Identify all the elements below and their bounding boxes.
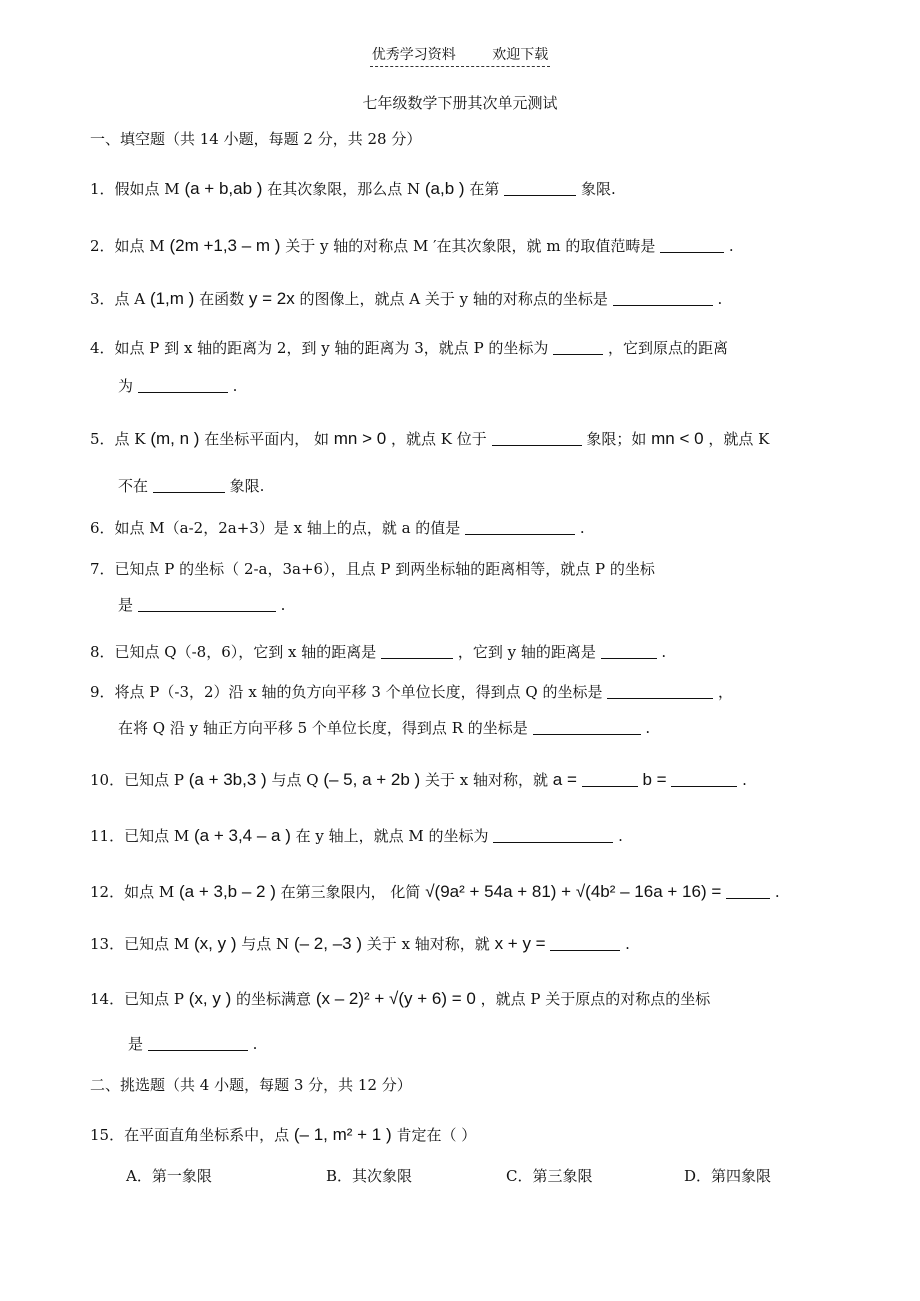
answer-blank[interactable] [671, 772, 737, 787]
section-1-heading: 一、填空题（共 14 小题，每题 2 分，共 28 分） [90, 130, 422, 148]
question-8: 8．已知点 Q（-8，6），它到 x 轴的距离是 ，它到 y 轴的距离是 . [90, 643, 667, 661]
answer-blank[interactable] [138, 597, 276, 612]
answer-blank[interactable] [493, 828, 613, 843]
math-expression: (a + 3,4 – a ) [194, 826, 291, 845]
question-5: 5．点 K (m, n ) 在坐标平面内， 如 mn > 0 ，就点 K 位于 象限；如 mn < 0 ，就点 K [90, 429, 770, 448]
math-expression: mn < 0 [651, 429, 704, 448]
answer-blank[interactable] [381, 644, 453, 659]
question-4: 4．如点 P 到 x 轴的距离为 2，到 y 轴的距离为 3，就点 P 的坐标为 ，它到原点的距离 [90, 339, 729, 357]
question-3: 3．点 A (1,m ) 在函数 y = 2x 的图像上，就点 A 关于 y 轴的对称点的坐标是 . [90, 289, 723, 308]
answer-blank[interactable] [492, 431, 582, 446]
question-11: 11．已知点 M (a + 3,4 – a ) 在 y 轴上，就点 M 的坐标为 . [90, 826, 623, 845]
header-left: 优秀学习资料 [371, 47, 456, 63]
math-expression: (1,m ) [149, 289, 195, 308]
answer-blank[interactable] [601, 644, 657, 659]
math-expression: (a + b,ab ) [184, 179, 263, 198]
math-expression: √(9a² + 54a + 81) + √(4b² – 16a + 16) = [425, 882, 722, 901]
answer-blank[interactable] [582, 772, 638, 787]
answer-blank[interactable] [553, 340, 603, 355]
answer-blank[interactable] [613, 291, 713, 306]
question-1: 1．假如点 M (a + b,ab ) 在其次象限，那么点 N (a,b ) 在第 象限. [90, 179, 616, 198]
question-5-cont: 不在 象限. [118, 477, 265, 495]
page-header [0, 44, 920, 64]
question-14: 14．已知点 P (x, y ) 的坐标满意 (x – 2)² + √(y + 6) = 0 ，就点 P 关于原点的对称点的坐标 [90, 989, 711, 1008]
option-d[interactable]: D．第四象限 [684, 1167, 772, 1185]
question-9: 9．将点 P（-3，2）沿 x 轴的负方向平移 3 个单位长度，得到点 Q 的坐标是 ， [90, 683, 734, 701]
header-dashed-rule [370, 66, 550, 67]
answer-blank[interactable] [726, 884, 770, 899]
math-expression: (– 2, –3 ) [293, 934, 363, 953]
math-expression: (x, y ) [194, 934, 237, 953]
header-right: 欢迎下载 [492, 47, 549, 63]
question-6: 6．如点 M（a-2，2a+3）是 x 轴上的点，就 a 的值是 . [90, 519, 585, 537]
answer-blank[interactable] [607, 684, 713, 699]
answer-blank[interactable] [153, 478, 225, 493]
math-expression: x + y = [494, 934, 546, 953]
math-expression: (x – 2)² + √(y + 6) = 0 [315, 989, 476, 1008]
answer-blank[interactable] [465, 520, 575, 535]
math-expression: b = [642, 770, 667, 789]
section-2-heading: 二、挑选题（共 4 小题，每题 3 分，共 12 分） [90, 1076, 412, 1094]
question-7-cont: 是 . [118, 596, 286, 614]
math-expression: (a + 3,b – 2 ) [179, 882, 276, 901]
question-13: 13．已知点 M (x, y ) 与点 N (– 2, –3 ) 关于 x 轴对称，就 x + y = . [90, 934, 630, 953]
option-a[interactable]: A．第一象限 [126, 1167, 212, 1185]
question-15: 15．在平面直角坐标系中，点 (– 1, m² + 1 ) 肯定在（ ） [90, 1125, 477, 1144]
answer-blank[interactable] [148, 1036, 248, 1051]
question-7: 7．已知点 P 的坐标（ 2-a，3a+6），且点 P 到两坐标轴的距离相等，就点 P 的坐标 [90, 560, 655, 578]
math-expression: y = 2x [248, 289, 295, 308]
math-expression: (– 5, a + 2b ) [323, 770, 421, 789]
question-2: 2．如点 M (2m +1,3 – m ) 关于 y 轴的对称点 M ′在其次象限，就 m 的取值范畴是 . [90, 236, 734, 255]
math-expression: mn > 0 [333, 429, 387, 448]
math-expression: (– 1, m² + 1 ) [293, 1125, 392, 1144]
document-title: 七年级数学下册其次单元测试 [362, 94, 558, 112]
option-c[interactable]: C．第三象限 [506, 1167, 593, 1185]
math-expression: (x, y ) [188, 989, 232, 1008]
answer-blank[interactable] [504, 181, 576, 196]
math-expression: (m, n ) [150, 429, 200, 448]
question-14-cont: 是 . [128, 1035, 258, 1053]
math-expression: (a + 3b,3 ) [188, 770, 267, 789]
math-expression: (a,b ) [424, 179, 465, 198]
question-12: 12．如点 M (a + 3,b – 2 ) 在第三象限内， 化简 √(9a² + 54a + 81) + √(4b² – 16a + 16) = . [90, 882, 780, 901]
answer-blank[interactable] [660, 238, 724, 253]
question-10: 10．已知点 P (a + 3b,3 ) 与点 Q (– 5, a + 2b ) 关于 x 轴对称，就 a = b = . [90, 770, 747, 789]
math-expression: a = [552, 770, 577, 789]
answer-blank[interactable] [550, 936, 620, 951]
question-9-cont: 在将 Q 沿 y 轴正方向平移 5 个单位长度，得到点 R 的坐标是 . [118, 719, 651, 737]
math-expression: (2m +1,3 – m ) [169, 236, 281, 255]
option-b[interactable]: B．其次象限 [326, 1167, 413, 1185]
answer-blank[interactable] [138, 378, 228, 393]
answer-blank[interactable] [533, 720, 641, 735]
question-4-cont: 为 . [118, 377, 238, 395]
